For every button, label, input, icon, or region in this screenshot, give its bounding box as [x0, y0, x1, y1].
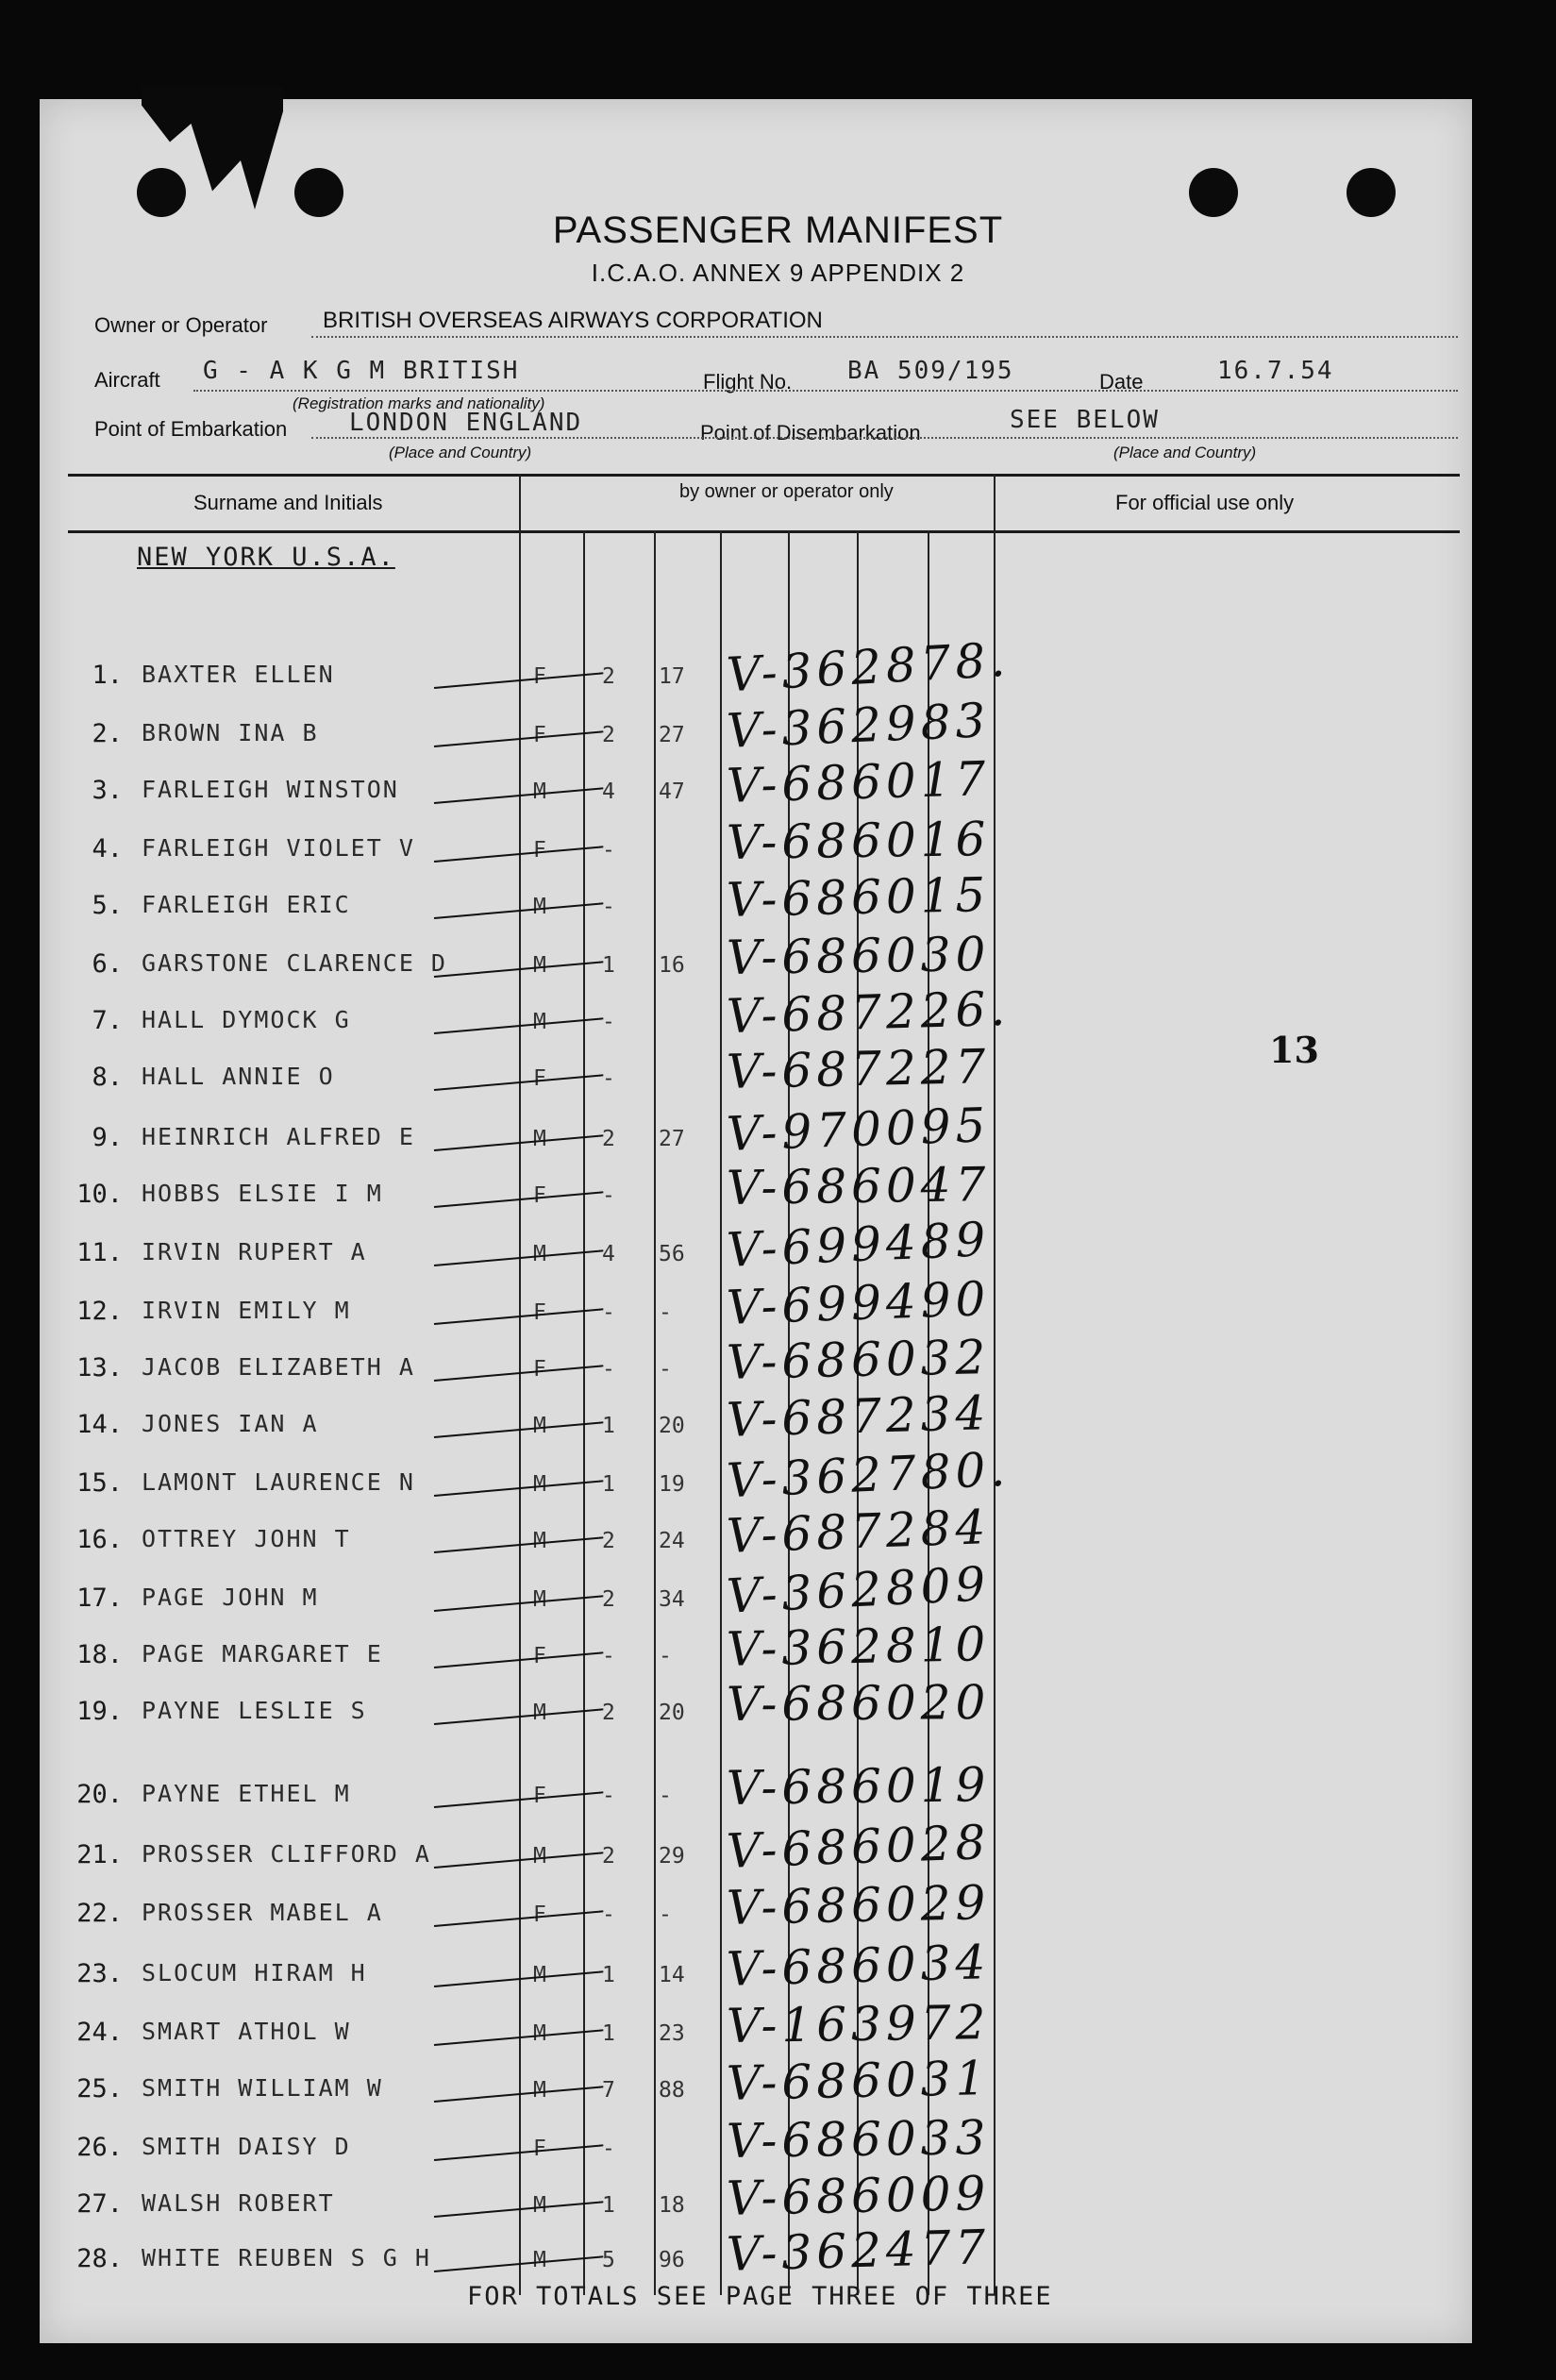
passenger-name: JACOB ELIZABETH A [142, 1353, 415, 1381]
passenger-name: JONES IAN A [142, 1410, 319, 1437]
passenger-sex: F [533, 1300, 546, 1325]
date-label: Date [1099, 370, 1144, 394]
passenger-col2: - [602, 1066, 615, 1091]
passenger-col3: 27 [659, 1127, 685, 1151]
passenger-col3: 29 [659, 1844, 685, 1869]
ticket-handwritten: V-686019 [726, 1757, 991, 1816]
ticket-handwritten: V-686031 [726, 2051, 991, 2111]
ticket-handwritten: V-686015 [726, 867, 991, 928]
passenger-col2: 2 [602, 723, 615, 747]
ticket-handwritten: V-686034 [726, 1935, 992, 1997]
passenger-col3: 47 [659, 779, 685, 804]
passenger-sex: M [533, 1472, 546, 1497]
row-number: 24. [76, 2018, 123, 2047]
totals-note: FOR TOTALS SEE PAGE THREE OF THREE [467, 2282, 1053, 2311]
row-number: 10. [76, 1180, 123, 1209]
passenger-col2: 2 [602, 1844, 615, 1869]
passenger-name: HOBBS ELSIE I M [142, 1180, 383, 1207]
ticket-handwritten: V-686032 [726, 1330, 991, 1390]
passenger-sex: M [533, 1127, 546, 1151]
ticket-handwritten: V-970095 [726, 1098, 992, 1162]
passenger-col2: - [602, 1300, 615, 1325]
passenger-sex: M [533, 953, 546, 978]
manifest-title: PASSENGER MANIFEST [552, 210, 1004, 251]
passenger-sex: M [533, 1010, 546, 1034]
passenger-col2: - [602, 1644, 615, 1668]
ticket-handwritten: V-686047 [726, 1157, 991, 1215]
row-number: 6. [92, 949, 123, 979]
disembark-value: SEE BELOW [1010, 406, 1160, 434]
passenger-name: HEINRICH ALFRED E [142, 1123, 415, 1150]
passenger-col2: 7 [602, 2078, 615, 2103]
grid-col-3 [654, 530, 656, 2295]
ticket-handwritten: V-163972 [726, 1995, 991, 2053]
row-number: 22. [76, 1899, 123, 1928]
passenger-col2: 1 [602, 953, 615, 978]
passenger-sex: M [533, 1414, 546, 1438]
passenger-name: PROSSER MABEL A [142, 1899, 383, 1926]
col-surname: Surname and Initials [193, 491, 383, 514]
row-number: 11. [76, 1238, 123, 1267]
passenger-col2: 2 [602, 1127, 615, 1151]
ticket-handwritten: V-686029 [726, 1875, 991, 1936]
grid-col-8 [994, 474, 996, 2295]
aircraft-dotline [193, 390, 1458, 392]
passenger-name: SLOCUM HIRAM H [142, 1959, 367, 1986]
row-number: 20. [76, 1780, 123, 1809]
ticket-handwritten: V-362809 [725, 1556, 992, 1624]
row-number: 17. [76, 1584, 123, 1613]
passenger-name: IRVIN EMILY M [142, 1297, 351, 1324]
passenger-col3: 14 [659, 1963, 685, 1987]
passenger-col2: 4 [602, 1242, 615, 1266]
grid-col-1 [519, 474, 521, 2295]
passenger-col2: - [602, 2137, 615, 2161]
row-number: 15. [76, 1468, 123, 1498]
embark-value: LONDON ENGLAND [349, 409, 583, 437]
ticket-handwritten: V-362878. [725, 631, 1012, 703]
passenger-col2: - [602, 838, 615, 863]
ticket-handwritten: V-686017 [726, 751, 992, 813]
ticket-handwritten: V-687234 [726, 1385, 992, 1448]
passenger-col3: 34 [659, 1587, 685, 1612]
passenger-sex: M [533, 2078, 546, 2103]
passenger-sex: M [533, 1963, 546, 1987]
passenger-name: GARSTONE CLARENCE D [142, 949, 447, 977]
passenger-col3: 17 [659, 664, 685, 689]
passenger-col2: 2 [602, 1587, 615, 1612]
passenger-col3: 16 [659, 953, 685, 978]
passenger-sex: F [533, 723, 546, 747]
passenger-name: PAYNE ETHEL M [142, 1780, 351, 1807]
passenger-name: PAGE JOHN M [142, 1584, 319, 1611]
passenger-col3: - [659, 1300, 672, 1325]
passenger-col3: 96 [659, 2248, 685, 2272]
embark-dotline [311, 437, 1458, 439]
row-number: 3. [92, 776, 123, 805]
passenger-name: SMITH WILLIAM W [142, 2074, 383, 2102]
passenger-name: LAMONT LAURENCE N [142, 1468, 415, 1496]
passenger-col3: - [659, 1902, 672, 1927]
passenger-col2: 4 [602, 779, 615, 804]
passenger-sex: F [533, 2137, 546, 2161]
row-number: 12. [76, 1297, 123, 1326]
passenger-name: SMITH DAISY D [142, 2133, 351, 2160]
passenger-name: BROWN INA B [142, 719, 319, 746]
ticket-handwritten: V-687226. [726, 980, 1011, 1045]
row-number: 18. [76, 1640, 123, 1669]
passenger-sex: M [533, 2021, 546, 2046]
passenger-sex: F [533, 1784, 546, 1808]
passenger-sex: M [533, 2193, 546, 2218]
row-number: 14. [76, 1410, 123, 1439]
row-number: 5. [92, 891, 123, 920]
destination-heading: NEW YORK U.S.A. [137, 543, 395, 572]
row-number: 1. [92, 661, 123, 690]
row-number: 16. [76, 1525, 123, 1554]
date-value: 16.7.54 [1217, 357, 1334, 385]
passenger-sex: F [533, 664, 546, 689]
passenger-sex: M [533, 895, 546, 919]
ticket-handwritten: V-687284 [726, 1500, 992, 1564]
owner-dotline [311, 336, 1458, 338]
passenger-col2: - [602, 1010, 615, 1034]
passenger-col2: 1 [602, 2021, 615, 2046]
passenger-col3: 20 [659, 1701, 685, 1725]
row-number: 9. [92, 1123, 123, 1152]
passenger-sex: M [533, 2248, 546, 2272]
passenger-name: OTTREY JOHN T [142, 1525, 351, 1552]
disembark-note: (Place and Country) [1113, 444, 1257, 461]
row-number: 13. [76, 1353, 123, 1383]
passenger-col2: 2 [602, 1701, 615, 1725]
passenger-name: FARLEIGH ERIC [142, 891, 351, 918]
passenger-name: WALSH ROBERT [142, 2189, 335, 2217]
ticket-handwritten: V-362983 [725, 693, 992, 759]
col-operator: by owner or operator only [679, 481, 894, 502]
passenger-name: PROSSER CLIFFORD A [142, 1840, 431, 1868]
aircraft-value: G - A K G M BRITISH [203, 357, 520, 385]
passenger-col3: 88 [659, 2078, 685, 2103]
passenger-col2: - [602, 895, 615, 919]
passenger-name: HALL DYMOCK G [142, 1006, 351, 1033]
passenger-col2: 2 [602, 1529, 615, 1553]
passenger-col2: 2 [602, 664, 615, 689]
table-header-rule [68, 530, 1460, 533]
passenger-name: BAXTER ELLEN [142, 661, 335, 688]
row-number: 8. [92, 1063, 123, 1092]
col-official: For official use only [1115, 491, 1295, 514]
row-number: 4. [92, 834, 123, 863]
passenger-col3: 27 [659, 723, 685, 747]
disembark-label: Point of Disembarkation [700, 421, 921, 444]
passenger-col2: 1 [602, 1414, 615, 1438]
ticket-handwritten: V-686020 [726, 1675, 991, 1732]
passenger-sex: F [533, 1183, 546, 1208]
passenger-col3: 23 [659, 2021, 685, 2046]
passenger-col3: 56 [659, 1242, 685, 1266]
passenger-sex: F [533, 1902, 546, 1927]
ticket-handwritten: V-362477 [726, 2220, 992, 2282]
row-number: 19. [76, 1697, 123, 1726]
passenger-sex: F [533, 1644, 546, 1668]
passenger-col2: 1 [602, 1472, 615, 1497]
table-top-rule [68, 474, 1460, 477]
ticket-handwritten: V-362780. [725, 1441, 1012, 1509]
passenger-col2: - [602, 1784, 615, 1808]
passenger-name: SMART ATHOL W [142, 2018, 351, 2045]
owner-label: Owner or Operator [94, 313, 268, 337]
passenger-name: WHITE REUBEN S G H [142, 2244, 431, 2271]
flight-label: Flight No. [703, 370, 793, 394]
row-number: 25. [76, 2074, 123, 2103]
manifest-subtitle: I.C.A.O. ANNEX 9 APPENDIX 2 [591, 259, 965, 287]
passenger-col2: - [602, 1183, 615, 1208]
ticket-handwritten: V-686016 [726, 812, 991, 870]
passenger-col3: 18 [659, 2193, 685, 2218]
passenger-sex: M [533, 1844, 546, 1869]
passenger-col2: - [602, 1357, 615, 1382]
row-number: 27. [76, 2189, 123, 2219]
passenger-sex: F [533, 838, 546, 863]
passenger-name: PAGE MARGARET E [142, 1640, 383, 1668]
passenger-col2: 1 [602, 1963, 615, 1987]
passenger-col2: 1 [602, 2193, 615, 2218]
owner-value: BRITISH OVERSEAS AIRWAYS CORPORATION [323, 308, 823, 333]
row-number: 2. [92, 719, 123, 748]
passenger-name: PAYNE LESLIE S [142, 1697, 367, 1724]
passenger-sex: F [533, 1066, 546, 1091]
ticket-handwritten: V-686028 [726, 1815, 992, 1879]
passenger-sex: M [533, 1242, 546, 1266]
passenger-sex: M [533, 1587, 546, 1612]
row-number: 28. [76, 2244, 123, 2273]
passenger-col3: 24 [659, 1529, 685, 1553]
aircraft-label: Aircraft [94, 368, 160, 392]
row-number: 7. [92, 1006, 123, 1035]
passenger-col3: - [659, 1644, 672, 1668]
passenger-col2: 5 [602, 2248, 615, 2272]
ticket-handwritten: V-362810 [726, 1617, 991, 1677]
passenger-name: IRVIN RUPERT A [142, 1238, 367, 1265]
passenger-sex: M [533, 1701, 546, 1725]
row-number: 23. [76, 1959, 123, 1988]
grid-col-4 [720, 530, 722, 2295]
passenger-col3: 19 [659, 1472, 685, 1497]
embark-label: Point of Embarkation [94, 417, 288, 441]
passenger-name: FARLEIGH WINSTON [142, 776, 399, 803]
passenger-name: FARLEIGH VIOLET V [142, 834, 415, 862]
ticket-handwritten: V-686030 [726, 927, 991, 985]
passenger-col3: - [659, 1784, 672, 1808]
row-number: 21. [76, 1840, 123, 1869]
passenger-col2: - [602, 1902, 615, 1927]
ticket-handwritten: V-686033 [726, 2110, 991, 2169]
ticket-handwritten: V-699489 [725, 1212, 992, 1278]
passenger-sex: M [533, 779, 546, 804]
row-number: 26. [76, 2133, 123, 2162]
ticket-handwritten: V-699490 [726, 1271, 992, 1335]
passenger-sex: M [533, 1529, 546, 1553]
ticket-handwritten: V-687227 [726, 1039, 991, 1099]
flight-value: BA 509/195 [847, 357, 1014, 385]
passenger-name: HALL ANNIE O [142, 1063, 335, 1090]
aircraft-note: (Registration marks and nationality) [293, 394, 545, 412]
passenger-sex: F [533, 1357, 546, 1382]
official-mark: 13 [1269, 1029, 1319, 1071]
ticket-handwritten: V-686009 [726, 2166, 991, 2226]
embark-note: (Place and Country) [389, 444, 532, 461]
passenger-col3: - [659, 1357, 672, 1382]
passenger-col3: 20 [659, 1414, 685, 1438]
